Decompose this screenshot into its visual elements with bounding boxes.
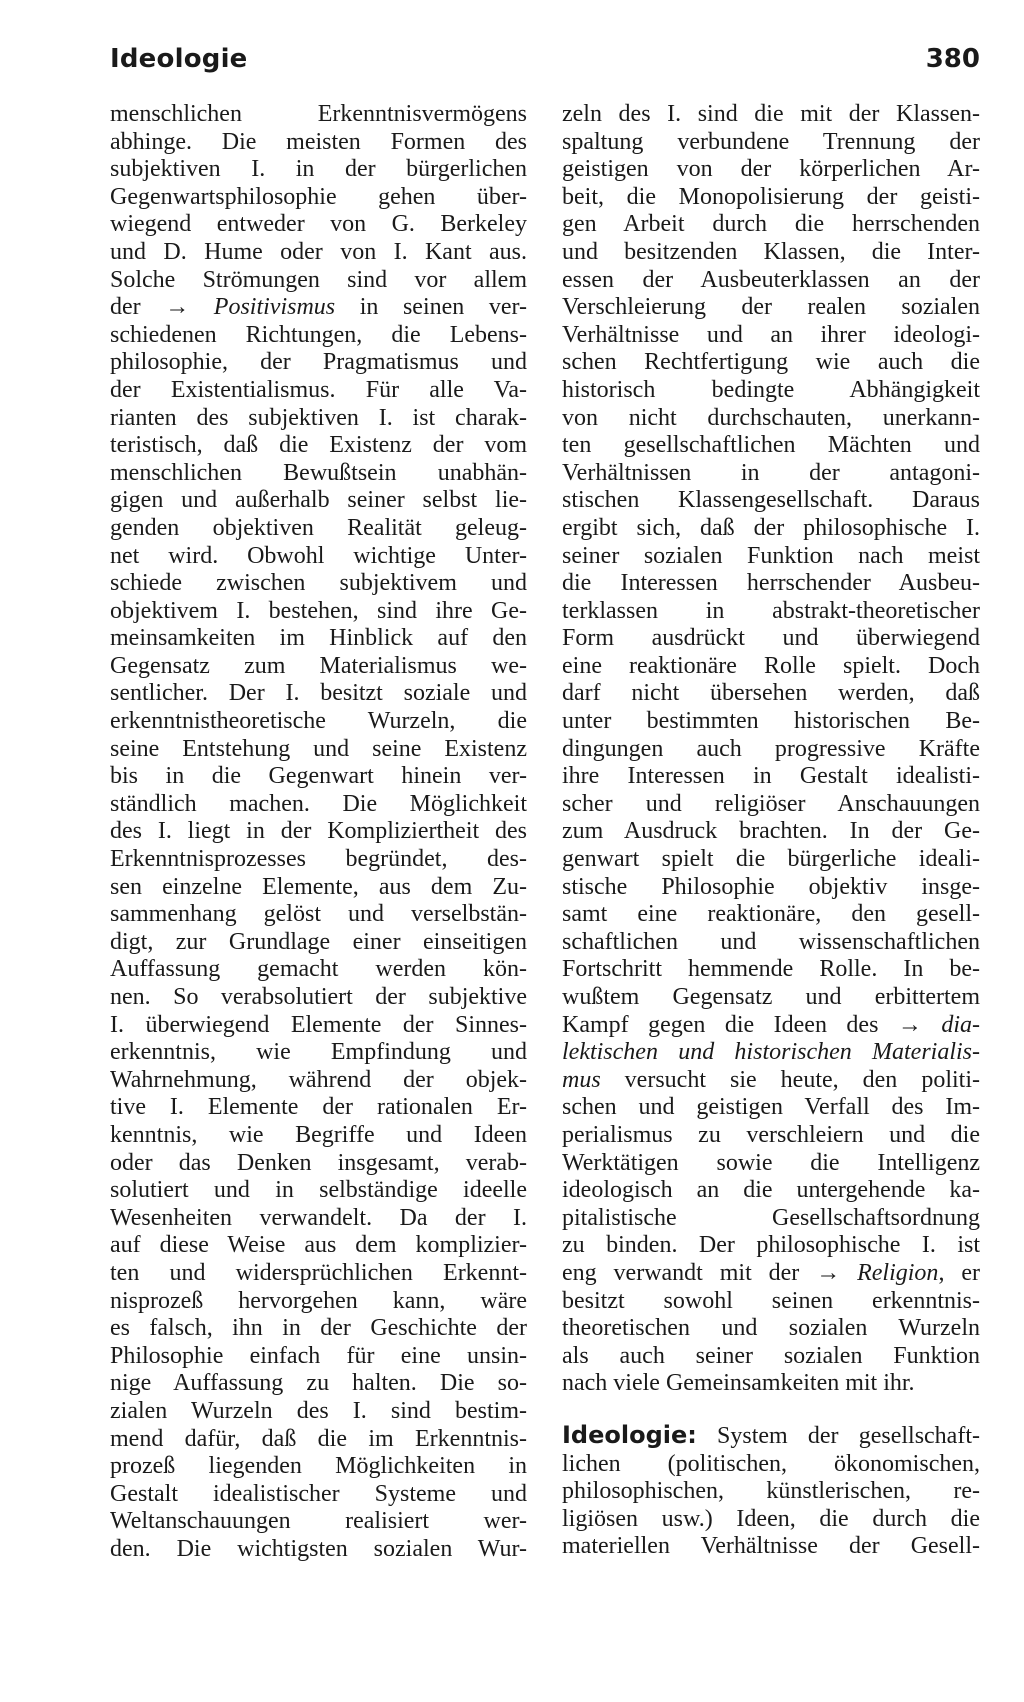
- text-line: sammenhang gelöst und verselbstän-: [110, 901, 527, 928]
- cross-reference-religion[interactable]: Religion: [857, 1259, 939, 1286]
- text-line: gen Arbeit durch die herrschenden: [562, 211, 980, 238]
- text-line: Gegensatz zum Materialismus we-: [110, 652, 527, 679]
- text-line: Solche Strömungen sind vor allem: [110, 266, 527, 293]
- text-line: Werktätigen sowie die Intelligenz: [562, 1149, 980, 1176]
- text-line-with-reference: [562, 1039, 980, 1067]
- text-line: eine reaktionäre Rolle spielt. Doch: [562, 652, 980, 679]
- text-line: ständlich machen. Die Möglichkeit: [110, 790, 527, 817]
- text-line-with-reference: [562, 1067, 980, 1095]
- text-line: zialen Wurzeln des I. sind bestim-: [110, 1397, 527, 1424]
- text-line: genwart spielt die bürgerliche ideali-: [562, 846, 980, 873]
- cross-reference-positivismus[interactable]: Positivismus: [213, 294, 336, 321]
- text-line: net wird. Obwohl wichtige Unter-: [110, 542, 527, 569]
- text-line: wiegend entweder von G. Berkeley: [110, 211, 527, 238]
- text-line: menschlichen Erkenntnisvermögens: [110, 101, 527, 127]
- text-line: als auch seiner sozialen Funktion: [562, 1342, 980, 1369]
- text-line: sen einzelne Elemente, aus dem Zu-: [110, 873, 527, 900]
- text-line: philosophischen, künstlerischen, re-: [562, 1478, 980, 1505]
- text-line: spaltung verbundene Trennung der: [562, 128, 980, 155]
- text-line: nisprozeß hervorgehen kann, wäre: [110, 1287, 527, 1314]
- text-line: ten und widersprüchlichen Erkennt-: [110, 1259, 527, 1286]
- text-line: schiede zwischen subjektivem und: [110, 570, 527, 597]
- text-line: erkenntnistheoretische Wurzeln, die: [110, 708, 527, 735]
- text-line: scher und religiöser Anschauungen: [562, 790, 980, 817]
- text-line: von nicht durchschauten, unerkann-: [562, 404, 980, 431]
- text-line: solutiert und in selbständige ideelle: [110, 1177, 527, 1204]
- text-line: ihre Interessen in Gestalt idealisti-: [562, 763, 980, 790]
- text-line: Fortschritt hemmende Rolle. In be-: [562, 956, 980, 983]
- text-segment: eng verwandt mit der →: [562, 1259, 858, 1286]
- text-line: zu binden. Der philosophische I. ist: [562, 1232, 980, 1259]
- cross-reference-continuation[interactable]: lektischen und historischen Materialis-: [562, 1039, 980, 1066]
- text-line: subjektiven I. in der bürgerlichen: [110, 156, 527, 183]
- text-line: prozeß liegenden Möglichkeiten in: [110, 1453, 527, 1480]
- text-line: zum Ausdruck brachten. In der Ge-: [562, 818, 980, 845]
- text-line: nach viele Gemeinsamkeiten mit ihr.: [562, 1370, 915, 1397]
- text-line: dingungen auch progressive Kräfte: [562, 735, 980, 762]
- text-line: unter bestimmten historischen Be-: [562, 708, 980, 735]
- text-line: mend dafür, daß die im Erkenntnis-: [110, 1425, 527, 1452]
- text-line: Gestalt idealistischer Systeme und: [110, 1480, 527, 1507]
- text-segment: System der gesellschaft-: [696, 1422, 980, 1449]
- text-line: beit, die Monopolisierung der geisti-: [562, 183, 980, 210]
- running-head: Ideologie: [110, 44, 248, 74]
- text-line: Wahrnehmung, während der objek-: [110, 1066, 527, 1093]
- text-line: perialismus zu verschleiern und die: [562, 1121, 980, 1148]
- text-line: nen. So verabsolutiert der subjektive: [110, 984, 527, 1010]
- text-line: und D. Hume oder von I. Kant aus.: [110, 238, 527, 265]
- text-line: erkenntnis, wie Empfindung und: [110, 1039, 527, 1066]
- text-segment: der →: [110, 294, 214, 321]
- text-line: Wesenheiten verwandelt. Da der I.: [110, 1204, 527, 1231]
- text-line: lichen (politischen, ökonomischen,: [562, 1450, 980, 1477]
- text-segment: , er: [938, 1259, 980, 1286]
- text-line: sentlicher. Der I. besitzt soziale und: [110, 680, 527, 707]
- text-line: rianten des subjektiven I. ist charak-: [110, 404, 527, 431]
- page-header: [110, 44, 980, 84]
- text-line: ergibt sich, daß der philosophische I.: [562, 514, 980, 541]
- text-line: zeln des I. sind die mit der Klassen-: [562, 101, 980, 127]
- cross-reference-dialektischer-materialismus[interactable]: dia-: [941, 1011, 980, 1038]
- text-line-with-reference: [110, 294, 527, 322]
- text-line: historisch bedingte Abhängigkeit: [562, 376, 980, 403]
- text-line: terklassen in abstrakt-theoretischer: [562, 597, 980, 624]
- right-column: [562, 101, 980, 1561]
- text-line: seine Entstehung und seine Existenz: [110, 735, 527, 762]
- text-line: schiedenen Richtungen, die Lebens-: [110, 321, 527, 348]
- text-line: Auffassung gemacht werden kön-: [110, 956, 527, 983]
- text-segment: versucht sie heute, den politi-: [600, 1066, 980, 1093]
- text-line: digt, zur Grundlage einer einseitigen: [110, 928, 527, 955]
- text-line: die Interessen herrschender Ausbeu-: [562, 570, 980, 597]
- text-line: pitalistische Gesellschaftsordnung: [562, 1204, 980, 1231]
- text-line: ideologisch an die untergehende ka-: [562, 1177, 980, 1204]
- text-line: philosophie, der Pragmatismus und: [110, 349, 527, 376]
- text-line: schen Rechtfertigung wie auch die: [562, 349, 980, 376]
- entry-lemma: Ideologie:: [562, 1420, 697, 1449]
- text-line-with-reference: [562, 1012, 980, 1040]
- text-line: es falsch, ihn in der Geschichte der: [110, 1315, 527, 1342]
- text-line: der Existentialismus. Für alle Va-: [110, 376, 527, 403]
- text-line: schen und geistigen Verfall des Im-: [562, 1094, 980, 1121]
- text-line: schaftlichen und wissenschaftlichen: [562, 928, 980, 955]
- text-line: materiellen Verhältnisse der Gesell-: [562, 1533, 980, 1560]
- text-line: Weltanschauungen realisiert wer-: [110, 1508, 527, 1535]
- text-line: seiner sozialen Funktion nach meist: [562, 542, 980, 569]
- text-line: I. überwiegend Elemente der Sinnes-: [110, 1011, 527, 1038]
- text-line: essen der Ausbeuterklassen an der: [562, 266, 980, 293]
- text-line: ten gesellschaftlichen Mächten und: [562, 432, 980, 459]
- text-line: geistigen von der körperlichen Ar-: [562, 156, 980, 183]
- entry-separator: [562, 1398, 980, 1422]
- text-line: bis in die Gegenwart hinein ver-: [110, 763, 527, 790]
- text-line: kenntnis, wie Begriffe und Ideen: [110, 1121, 527, 1148]
- text-line: teristisch, daß die Existenz der vom: [110, 432, 527, 459]
- text-line: gigen und außerhalb seiner selbst lie-: [110, 487, 527, 514]
- text-segment: Kampf gegen die Ideen des →: [562, 1011, 942, 1038]
- text-line: meinsamkeiten im Hinblick auf den: [110, 625, 527, 652]
- text-line: Verhältnissen in der antagoni-: [562, 459, 980, 486]
- text-line: stischen Klassengesellschaft. Daraus: [562, 487, 980, 514]
- entry-first-line: [562, 1422, 980, 1451]
- text-line: den. Die wichtigsten sozialen Wur-: [110, 1535, 527, 1562]
- text-line: tive I. Elemente der rationalen Er-: [110, 1094, 527, 1121]
- text-line: Gegenwartsphilosophie gehen über-: [110, 183, 527, 210]
- text-line: abhinge. Die meisten Formen des: [110, 128, 527, 155]
- text-line: objektivem I. bestehen, sind ihre Ge-: [110, 597, 527, 624]
- text-line: Philosophie einfach für eine unsin-: [110, 1342, 527, 1369]
- text-line: samt eine reaktionäre, den gesell-: [562, 901, 980, 928]
- text-line: Erkenntnisprozesses begründet, des-: [110, 846, 527, 873]
- text-line: darf nicht übersehen werden, daß: [562, 680, 980, 707]
- text-line: Verschleierung der realen sozialen: [562, 294, 980, 321]
- text-line: des I. liegt in der Kompliziertheit des: [110, 818, 527, 845]
- text-line: stische Philosophie objektiv insge-: [562, 873, 980, 900]
- text-line: auf diese Weise aus dem komplizier-: [110, 1232, 527, 1259]
- text-segment: in seinen ver-: [335, 294, 527, 321]
- text-line: ligiösen usw.) Ideen, die durch die: [562, 1505, 980, 1532]
- text-line: genden objektiven Realität geleug-: [110, 514, 527, 541]
- text-line: Form ausdrückt und überwiegend: [562, 625, 980, 652]
- text-line: menschlichen Bewußtsein unabhän-: [110, 459, 527, 486]
- text-line: oder das Denken insgesamt, verab-: [110, 1149, 527, 1176]
- text-line: besitzt sowohl seinen erkenntnis-: [562, 1287, 980, 1314]
- text-line: und besitzenden Klassen, die Inter-: [562, 238, 980, 265]
- text-line: theoretischen und sozialen Wurzeln: [562, 1315, 980, 1342]
- text-line: wußtem Gegensatz und erbittertem: [562, 984, 980, 1010]
- text-line-with-reference: [562, 1260, 980, 1288]
- cross-reference-continuation[interactable]: mus: [562, 1066, 601, 1093]
- text-line: Verhältnisse und an ihrer ideologi-: [562, 321, 980, 348]
- page-number: 380: [925, 44, 980, 74]
- text-line: nige Auffassung zu halten. Die so-: [110, 1370, 527, 1397]
- left-column: [110, 101, 527, 1563]
